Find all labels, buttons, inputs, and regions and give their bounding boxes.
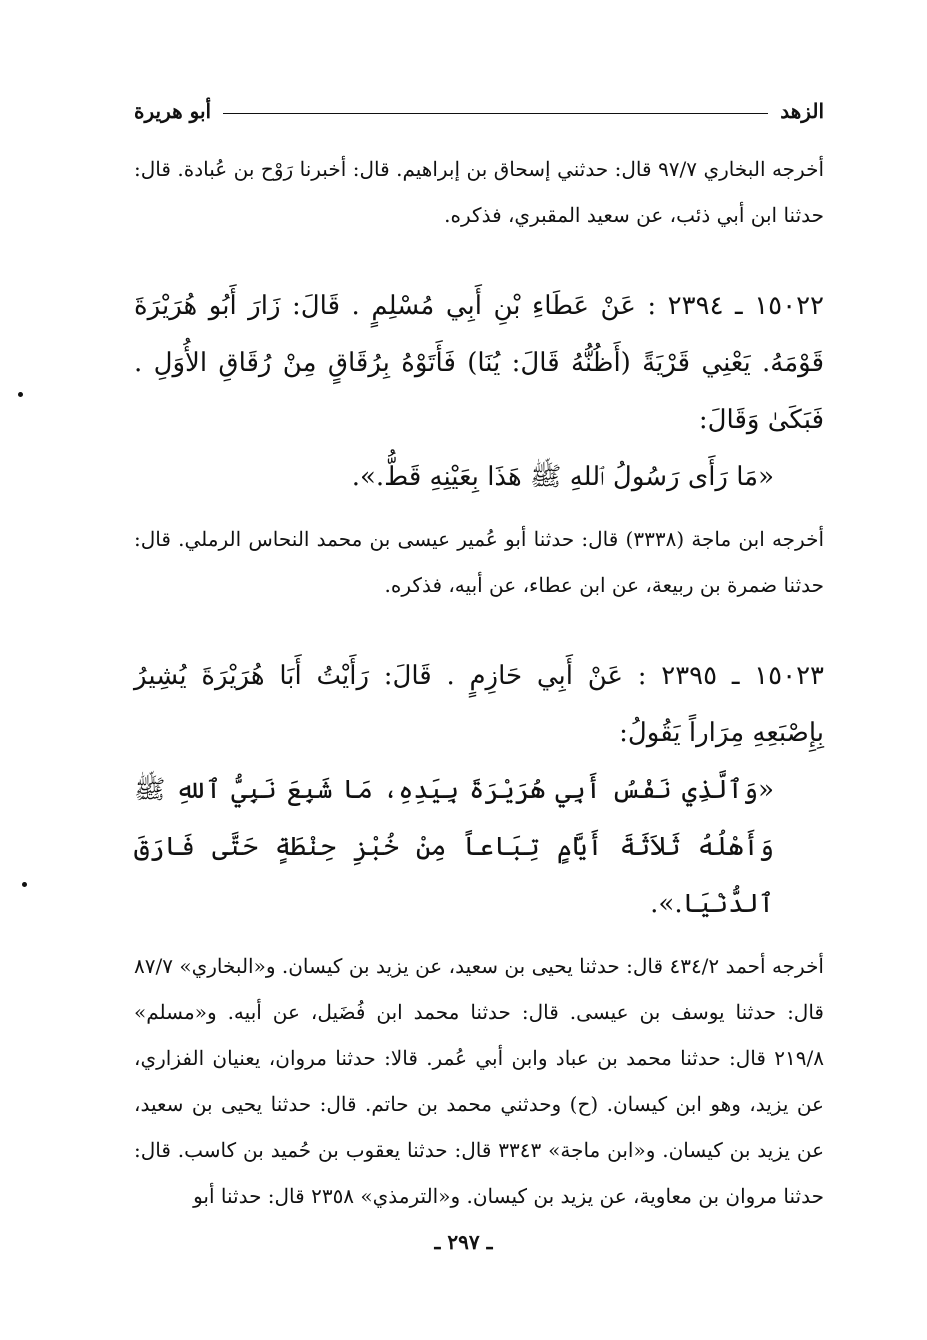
header-chapter-title: أبو هريرة xyxy=(134,99,212,123)
header-section-title: الزهد xyxy=(780,99,824,123)
running-header xyxy=(134,96,824,126)
margin-dot xyxy=(18,392,23,397)
hadith-number: ١٥٠٢٣ ـ ٢٣٩٥ : xyxy=(637,661,824,691)
hadith-number: ١٥٠٢٢ ـ ٢٣٩٤ : xyxy=(647,291,825,321)
page-number: ـ ٢٩٧ ـ xyxy=(434,1230,493,1254)
hadith-quote: «وَٱلَّذِي نَفْسُ أَبِي هُرَيْرَةَ بِيَدِهِ، مَا شَبِعَ نَبِيُّ ٱللهِ ﷺ وَأَهْلُهُ ثَلاَثَةَ أَيَّامٍ تِبَاعاً مِنْ خُبْزِ حِنْطَةٍ حَتَّى فَارَقَ ٱلدُّنْيَا.». xyxy=(134,775,774,919)
margin-dot xyxy=(22,882,27,887)
page-body xyxy=(134,146,824,1219)
hadith-quote: «مَا رَأَى رَسُولُ ٱللهِ ﷺ هَذَا بِعَيْنِهِ قَطُّ.». xyxy=(351,462,774,492)
takhrij-note-2: أخرجه ابن ماجة (٣٣٣٨) قال: حدثنا أبو عُمير عيسى بن محمد النحاس الرملي. قال: حدثنا ضمرة بن ربيعة، عن ابن عطاء، عن أبيه، فذكره. xyxy=(134,527,824,597)
hadith-text: عَنْ عَطَاءِ بْنِ أَبِي مُسْلِمٍ . قَالَ: زَارَ أَبُو هُرَيْرَةَ قَوْمَهُ. يَعْنِي قَرْيَةً (أَظُنُّهُ قَالَ: يُنَا) فَأَتَوْهُ بِرُقَاقٍ مِنْ رُقَاقِ الأُوَلِ . فَبَكَىٰ وَقَالَ: xyxy=(134,291,824,435)
hadith-text: عَنْ أَبِي حَازِمٍ . قَالَ: رَأَيْتُ أَبَا هُرَيْرَةَ يُشِيرُ بِإِصْبَعِهِ مِرَاراً يَقُولُ: xyxy=(134,661,824,748)
takhrij-note-3: أخرجه أحمد ٤٣٤/٢ قال: حدثنا يحيى بن سعيد، عن يزيد بن كيسان. و«البخاري» ٨٧/٧ قال: حدثنا يوسف بن عيسى. قال: حدثنا محمد ابن فُضَيل، عن أبيه. و«مسلم» ٢١٩/٨ قال: حدثنا محمد بن عباد وابن أبي عُمر. قالا: حدثنا مروان، يعنيان الفزاري، عن يزيد، وهو ابن كيسان. (ح) وحدثني محمد بن حاتم. قال: حدثنا يحيى بن سعيد، عن يزيد بن كيسان. و«ابن ماجة» ٣٣٤٣ قال: حدثنا يعقوب بن حُميد بن كاسب. قال: حدثنا مروان بن معاوية، عن يزيد بن كيسان. و«الترمذي» ٢٣٥٨ قال: حدثنا أبو xyxy=(134,954,824,1208)
header-rule xyxy=(223,113,768,114)
hadith-15022 xyxy=(134,278,824,449)
hadith-15023 xyxy=(134,648,824,762)
takhrij-note-1: أخرجه البخاري ٩٧/٧ قال: حدثني إسحاق بن إبراهيم. قال: أخبرنا رَوْح بن عُبادة. قال: حدثنا ابن أبي ذئب، عن سعيد المقبري، فذكره. xyxy=(134,157,824,227)
